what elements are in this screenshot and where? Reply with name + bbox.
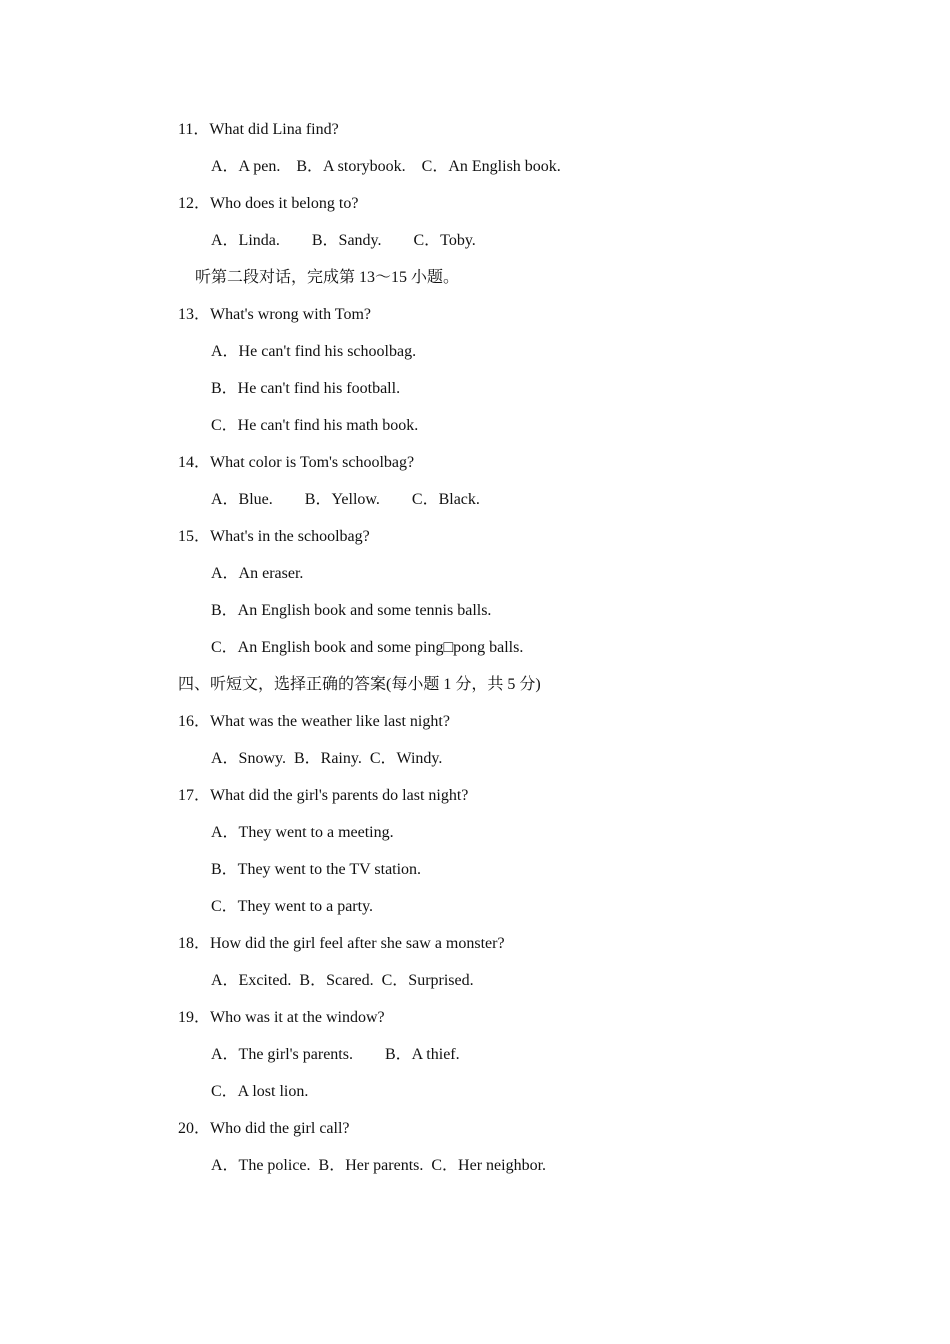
option-15-a: A．An eraser. [211, 565, 304, 582]
options-18: A．Excited. B．Scared. C．Surprised. [211, 972, 474, 989]
question-17: 17．What did the girl's parents do last night? [178, 787, 469, 804]
question-13: 13．What's wrong with Tom? [178, 306, 372, 323]
section-instruction: 听第二段对话，完成第 13～15 小题。 [195, 269, 460, 286]
option-19-c: C．A lost lion. [211, 1083, 309, 1100]
options-12: A．Linda. B．Sandy. C．Toby. [211, 232, 476, 249]
options-14: A．Blue. B．Yellow. C．Black. [211, 491, 480, 508]
question-12: 12．Who does it belong to? [178, 195, 359, 212]
option-15-c: C．An English book and some ping□pong balls. [211, 639, 524, 656]
question-11: 11．What did Lina find? [178, 121, 339, 138]
option-13-c: C．He can't find his math book. [211, 417, 419, 434]
section-heading-4: 四、听短文，选择正确的答案(每小题 1 分，共 5 分) [178, 676, 541, 693]
option-15-b: B．An English book and some tennis balls. [211, 602, 492, 619]
question-18: 18．How did the girl feel after she saw a monster? [178, 935, 505, 952]
option-17-b: B．They went to the TV station. [211, 861, 422, 878]
question-14: 14．What color is Tom's schoolbag? [178, 454, 415, 471]
question-19: 19．Who was it at the window? [178, 1009, 385, 1026]
options-19-ab: A．The girl's parents. B．A thief. [211, 1046, 460, 1063]
options-11: A．A pen. B．A storybook. C．An English book. [211, 158, 561, 175]
option-13-b: B．He can't find his football. [211, 380, 401, 397]
options-16: A．Snowy. B．Rainy. C．Windy. [211, 750, 443, 767]
option-17-c: C．They went to a party. [211, 898, 374, 915]
options-20: A．The police. B．Her parents. C．Her neighbor. [211, 1157, 547, 1174]
question-20: 20．Who did the girl call? [178, 1120, 350, 1137]
question-16: 16．What was the weather like last night? [178, 713, 450, 730]
question-15: 15．What's in the schoolbag? [178, 528, 370, 545]
option-13-a: A．He can't find his schoolbag. [211, 343, 417, 360]
option-17-a: A．They went to a meeting. [211, 824, 394, 841]
